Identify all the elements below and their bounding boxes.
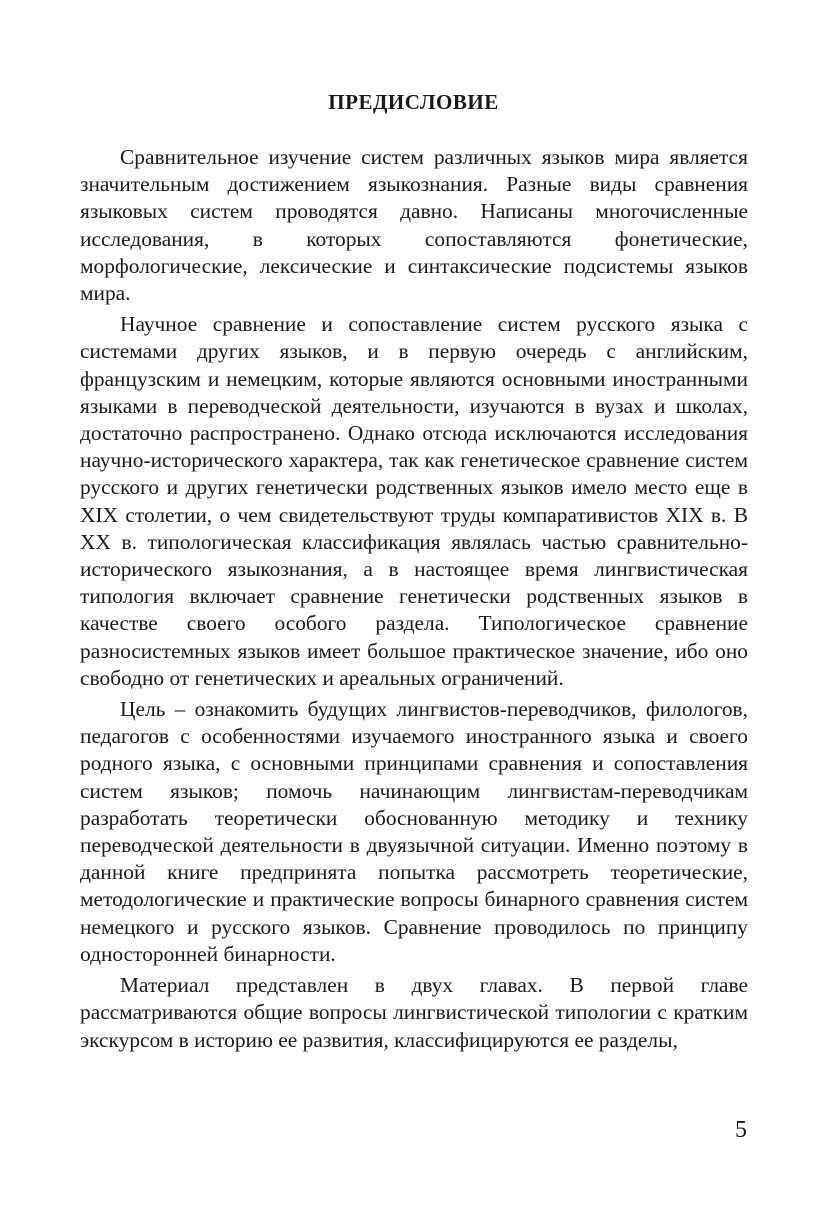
page-title: ПРЕДИСЛОВИЕ [328, 90, 499, 114]
page-number: 5 [735, 1117, 747, 1143]
paragraph: Научное сравнение и сопоставление систем русского языка с системами других языков, и в первую очередь с английским, французским и немецким, которые являются основными иностранными языками в переводческой деятельности, изучаются в вузах и школах, достаточно распространено. Однако отсюда исключаются исследования научно-исторического характера, так как генетическое сравнение систем русского и других генетически родственных языков имело место еще в XIX столетии, о чем свидетельствуют труды компаративистов XIX в. В XX в. типологическая классификация являлась частью сравнительно-исторического языкознания, а в настоящее время лингвистическая типология включает сравнение генетически родственных языков в качестве своего особого раздела. Типологическое сравнение разносистемных языков имеет большое практическое значение, ибо оно свободно от генетических и ареальных ограничений. [80, 312, 748, 690]
paragraph: Сравнительное изучение систем различных языков мира является значительным достижением языкознания. Разные виды сравнения языковых систем проводятся давно. Написаны многочисленные исследования, в которых сопоставляются фонетические, морфологические, лексические и синтаксические подсистемы языков мира. [80, 145, 748, 306]
paragraph: Цель – ознакомить будущих лингвистов-переводчиков, филологов, педагогов с особенностями изучаемого иностранного языка и своего родного языка, с основными принципами сравнения и сопоставления систем языков; помочь начинающим лингвистам-переводчикам разработать теоретически обоснованную методику и технику переводческой деятельности в двуязычной ситуации. Именно поэтому в данной книге предпринята попытка рассмотреть теоретические, методологические и практические вопросы бинарного сравнения систем немецкого и русского языков. Сравнение проводилось по принципу односторонней бинарности. [80, 697, 748, 966]
paragraph: Материал представлен в двух главах. В первой главе рассматриваются общие вопросы лингвистической типологии с кратким экскурсом в историю ее развития, классифицируются ее разделы, [80, 973, 748, 1052]
body-text [80, 144, 748, 1058]
